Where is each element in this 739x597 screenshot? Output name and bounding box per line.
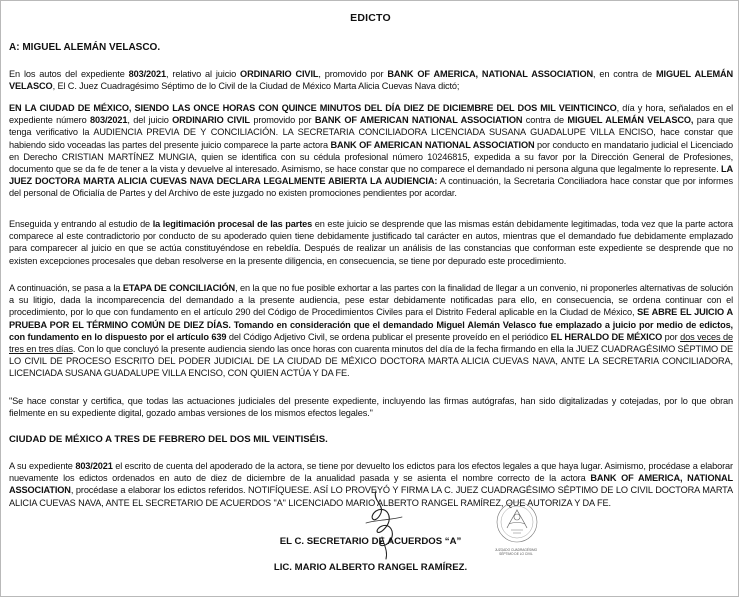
text-run: por <box>662 331 681 342</box>
text-run: , procédase a elaborar los edictos referidos. NOTIFÍQUESE. ASÍ LO PROVEYÓ Y FIRMA LA C. JUEZ CUADRAGÉSIMO SÉPTIMO DE LO CIVIL DOCTORA MARTA ALICIA CUEVAS NAVA, ANTE EL SECRETARIO DE ACUERDOS "A" LICENCIADO MARIO ALBERTO RANGEL RAMÍREZ, QUE AUTORIZA Y DA FE. <box>9 485 733 508</box>
text-run: , relativo al juicio <box>166 69 241 79</box>
signer-name: LIC. MARIO ALBERTO RANGEL RAMÍREZ. <box>273 562 468 573</box>
trial-type: ORDINARIO CIVIL <box>172 115 250 126</box>
plaintiff-name: BANK OF AMERICAN NATIONAL ASSOCIATION <box>330 139 535 150</box>
plaintiff-name: BANK OF AMERICAN NATIONAL ASSOCIATION <box>314 115 523 126</box>
paragraph-certification: "Se hace constar y certifica, que todas las actuaciones judiciales del presente expediente, incluyendo las firmas autógrafas, han sido digitalizadas y cotejadas, por lo que obran fielmente en su expediente digital, gozado ambas versiones de los mismos efectos legales." <box>9 396 733 419</box>
plaintiff-name: BANK OF AMERICA, NATIONAL ASSOCIATION <box>9 473 733 496</box>
text-run: del Código Adjetivo Civil, se ordena publicar el presente proveído en el periódico <box>226 331 551 342</box>
legitimation-heading: la legitimación procesal de las partes <box>152 219 313 229</box>
addressee: A: MIGUEL ALEMÁN VELASCO. <box>9 42 161 53</box>
defendant-name: MIGUEL ALEMÁN VELASCO, <box>567 115 694 126</box>
signer-title: EL C. SECRETARIO DE ACUERDOS “A” <box>279 536 462 547</box>
handwritten-signature <box>346 487 421 562</box>
newspaper-name: EL HERALDO DE MÉXICO <box>550 331 663 342</box>
text-run: A continuación, se pasa a la <box>9 283 123 293</box>
text-run: por conducto en mandatario judicial el Licenciado en Derecho CRISTIAN MARTÍNEZ MUNGIA, quien se identifica con su cédula profesional número 10246815, expedida a su favor por la Dirección General de Profesiones, documento que se da fe de tener a la vista y devuelve al interesado. Asimismo, se hace constar que no comparece el demandado ni persona alguna que legalmente lo represente. <box>9 139 733 175</box>
hearing-date: EN LA CIUDAD DE MÉXICO, SIENDO LAS ONCE HORAS CON QUINCE MINUTOS DEL DÍA DIEZ DE DICIEMBRE DEL DOS MIL VEINTICINCO <box>9 103 617 113</box>
paragraph-hearing <box>9 102 733 200</box>
text-run: , promovido por <box>318 69 388 79</box>
case-number: 803/2021 <box>75 461 113 471</box>
text-run: promovido por <box>249 115 315 126</box>
seal-caption: JUZGADO CUADRAGÉSIMO SÉPTIMO DE LO CIVIL <box>494 548 538 556</box>
text-run: para que tenga verificativo la AUDIENCIA PREVIA DE Y CONCILIACIÓN. LA SECRETARIA CONCILIADORA LICENCIADA SUSANA GUADALUPE VILLA ENCISO, hace constar que habiendo sido voceadas las partes del presente juicio comparece la parte actora <box>9 115 733 150</box>
text-run: . Con lo que concluyó la presente audiencia siendo las once horas con cuarenta minutos del día de la fecha firmando en ella la JUEZ CUADRAGÉSIMO SÉPTIMO DE LO CIVIL DE PROCESO ESCRITO DEL PODER JUDICIAL DE LA CIUDAD DE MÉXICO DOCTORA MARTA ALICIA CUEVAS NAVA, ANTE LA SECRETARIA CONCILIADORA, LICENCIADA SUSANA GUADALUPE VILLA ENCISO, CON QUIEN ACTÚA Y DA FE. <box>9 344 733 379</box>
text-run: En los autos del expediente <box>9 69 129 79</box>
text-run: A continuación, la Secretaria Conciliadora hace constar que por informes del personal de Oficialía de Partes y del Archivo de este juzgado no existen promociones pendientes por acordar. <box>9 176 733 199</box>
conciliation-stage: ETAPA DE CONCILIACIÓN <box>122 283 236 293</box>
text-run: Enseguida y entrando al estudio de <box>9 219 153 229</box>
trial-type: ORDINARIO CIVIL <box>240 69 319 79</box>
text-run: , en contra de <box>593 69 656 79</box>
text-run: en este juicio se desprende que las mismas están debidamente legitimadas, toda vez que la parte actora comparece al este contradictorio por conducto de su apoderado quien tiene debidamente justificado tal carácter en autos, mientras que el demandado fue debidamente emplazado para comparecer al juicio en que se actúa constituyéndose en rebeldía. Después de realizar un análisis de las constancias que conforman este expediente se desprende que no existen excepciones procesales que deban resolverse en la presente diligencia, en consecuencia, se tiene por depurado este procedimiento. <box>9 219 733 266</box>
document-title: EDICTO <box>350 12 391 24</box>
paragraph-conciliation <box>9 282 733 380</box>
text-run: A su expediente <box>9 461 76 471</box>
paragraph-intro <box>9 68 733 92</box>
text-run: , día y hora, señalados en el expediente número <box>9 103 733 126</box>
paragraph-legitimation <box>9 218 733 267</box>
hearing-opening: LA JUEZ DOCTORA MARTA ALICIA CUEVAS NAVA DECLARA LEGALMENTE ABIERTA LA AUDIENCIA: <box>9 164 733 187</box>
text-run: , El C. Juez Cuadragésimo Séptimo de lo Civil de la Ciudad de México Marta Alicia Cuevas Nava dictó; <box>52 81 460 92</box>
case-number: 803/2021 <box>128 69 167 79</box>
trial-opening: SE ABRE EL JUICIO A PRUEBA POR EL TÉRMINO COMÚN DE DIEZ DÍAS. Tomando en consideración que el demandado Miguel Alemán Velasco fue emplazado a juicio por medio de edictos, con fundamento en lo dispuesto por el artículo 639 <box>9 307 733 342</box>
plaintiff-name: BANK OF AMERICA, NATIONAL ASSOCIATION <box>387 69 593 79</box>
text-run: contra de <box>522 115 568 126</box>
text-run: , del juicio <box>127 115 173 126</box>
publication-frequency: dos veces de tres en tres días <box>9 331 733 355</box>
text-run: , en la que no fue posible exhortar a las partes con la finalidad de llegar a un convenio, ni proponerles alternativas de solución a su litigio, dada la incomparecencia del demandado a la presente audiencia, pese estar debidamente notificadas para ello, en consecuencia, se ordena continuar con el procedimiento, por lo que con fundamento en el artículo 290 del Código de Procedimientos Civiles para el Distrito Federal aplicable en la Ciudad de México, <box>9 283 733 318</box>
defendant-name: MIGUEL ALEMÁN VELASCO <box>9 69 734 92</box>
city-date-line: CIUDAD DE MÉXICO A TRES DE FEBRERO DEL DOS MIL VEINTISÉIS. <box>9 434 328 445</box>
case-number: 803/2021 <box>90 115 128 126</box>
text-run: el escrito de cuenta del apoderado de la actora, se tiene por devuelto los edictos para los efectos legales a que haya lugar. Asimismo, procédase a elaborar nuevamente los edictos ordenados en auto de diez de diciembre de la anualidad pasada y se asienta el nombre correcto de la actora <box>9 461 733 484</box>
